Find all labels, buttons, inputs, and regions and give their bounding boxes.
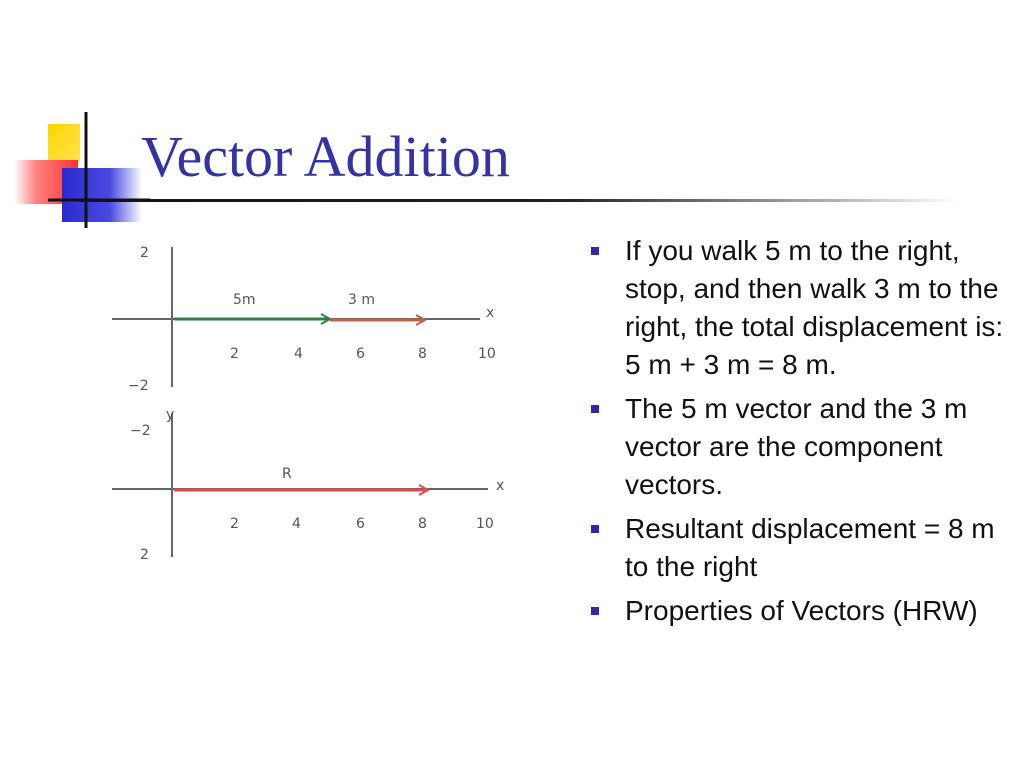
title-underline <box>80 199 960 202</box>
bullet-item <box>588 592 1008 630</box>
top-x-tick-2: 2 <box>230 346 239 362</box>
bullet-item <box>588 390 1008 504</box>
blue-square <box>62 168 142 222</box>
bottom-x-tick-10: 10 <box>476 516 494 532</box>
yellow-square <box>48 124 80 162</box>
bottom-x-tick-8: 8 <box>418 516 427 532</box>
top-x-tick-4: 4 <box>294 346 303 362</box>
bullet-text: The 5 m vector and the 3 m vector are the component vectors. <box>625 393 968 500</box>
square-bullet-icon <box>591 405 599 413</box>
vector-5m-label: 5m <box>233 292 256 308</box>
bottom-y-axis-label: y <box>166 407 175 423</box>
bottom-x-tick-2: 2 <box>230 516 239 532</box>
top-x-tick-10: 10 <box>478 346 496 362</box>
top-panel <box>112 245 496 394</box>
bullet-text: Properties of Vectors (HRW) <box>625 595 978 626</box>
top-x-axis-label: x <box>486 305 495 321</box>
bottom-y-label-2: 2 <box>140 547 149 563</box>
top-y-label-neg2: −2 <box>128 378 149 394</box>
square-bullet-icon <box>591 525 599 533</box>
square-bullet-icon <box>591 607 599 615</box>
bottom-y-label-neg2: −2 <box>130 423 151 439</box>
vector-diagram <box>100 235 520 585</box>
slide-title: Vector Addition <box>141 124 510 189</box>
bottom-x-tick-4: 4 <box>292 516 301 532</box>
vector-resultant-label: R <box>282 466 292 482</box>
corner-decoration <box>0 0 160 240</box>
top-x-tick-8: 8 <box>418 346 427 362</box>
bullet-list <box>588 232 1008 636</box>
bullet-text: If you walk 5 m to the right, stop, and then walk 3 m to the right, the total displacement is: 5 m + 3 m = 8 m. <box>625 235 1004 380</box>
square-bullet-icon <box>591 247 599 255</box>
bullet-item <box>588 510 1008 586</box>
bottom-x-tick-6: 6 <box>356 516 365 532</box>
bullet-text: Resultant displacement = 8 m to the right <box>625 513 995 582</box>
bottom-x-axis-label: x <box>496 478 505 494</box>
top-y-label-2: 2 <box>140 245 149 261</box>
vector-3m-label: 3 m <box>348 292 375 308</box>
top-x-tick-6: 6 <box>356 346 365 362</box>
bullet-item <box>588 232 1008 384</box>
bottom-panel <box>112 407 504 563</box>
